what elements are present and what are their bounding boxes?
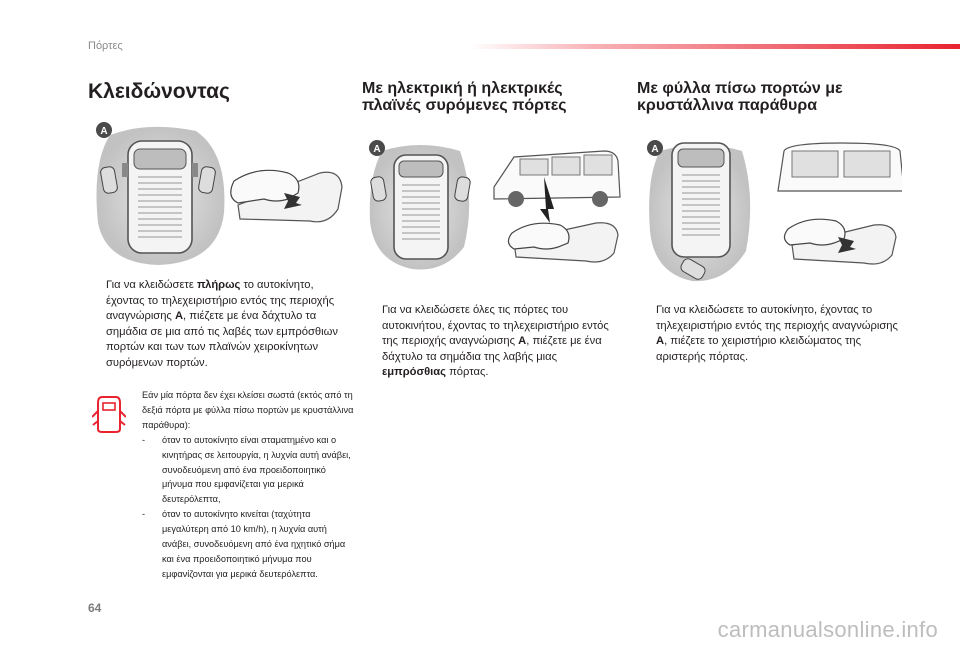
instruction-glazed-rear (638, 303, 898, 365)
dash: - (142, 509, 146, 520)
text-part: Για να κλειδώσετε το αυτοκίνητο, έχοντας το τηλεχειριστήριο εντός της περιοχής αναγνώρισης (656, 304, 898, 332)
text-part: , πιέζετε το χειριστήριο κλειδώματος της αριστερής πόρτας. (656, 335, 861, 363)
warning-item-text: όταν το αυτοκίνητο κινείται (ταχύτητα μεγαλύτερη από 10 km/h), η λυχνία αυτή ανάβει, συνοδευόμενη από ένα ηχητικό σήμα και ένα προειδοποιητικό μήνυμα που εμφανίζονται για μερικά δευτερόλεπτα. (162, 509, 346, 579)
callout-a: A (651, 144, 659, 155)
warning-note (142, 388, 354, 582)
callout-a: A (100, 126, 108, 137)
instruction-locking (88, 278, 353, 372)
text-emphasis: εμπρόσθιας (382, 366, 446, 379)
hand (508, 223, 569, 249)
text-part: το αυτοκίνητο, έχοντας το τηλεχειριστήριο εντός της περιοχής αναγνώρισης (106, 279, 335, 323)
instruction-text (656, 303, 898, 365)
warning-item (142, 433, 354, 508)
header-accent-bar (470, 44, 960, 49)
callout-a: A (373, 144, 381, 155)
illustration-glazed-rear (642, 137, 902, 287)
instruction-text (106, 278, 353, 372)
watermark: carmanualsonline.info (717, 617, 938, 642)
warning-intro: Εάν μία πόρτα δεν έχει κλείσει σωστά (εκτός από τη δεξιά πόρτα με φύλλα πίσω πορτών με κρυστάλλινα παράθυρα): (142, 390, 354, 430)
page-number: 64 (88, 601, 102, 615)
section-label: Πόρτες (88, 40, 123, 52)
text-part: , πιέζετε με ένα δάχτυλο τα σημάδια σε μια από τις λαβές των εμπρόσθιων πορτών και των των πλαϊνών χειροκίνητων συρόμενων πορτών. (106, 310, 338, 369)
text-part: Για να κλειδώσετε όλες τις πόρτες του αυτοκινήτου, έχοντας το τηλεχειριστήριο εντός της περιοχής αναγνώρισης (382, 304, 609, 348)
zone-ref: A (656, 335, 665, 348)
instruction-electric-sliding (364, 303, 619, 381)
hand (784, 219, 845, 245)
instruction-text (382, 303, 619, 381)
warning-item-text: όταν το αυτοκίνητο είναι σταματημένο και ο κινητήρας σε λειτουργία, η λυχνία αυτή ανάβει, συνοδευόμενη από ένα προειδοποιητικό μήνυμα που εμφανίζεται για μερικά δευτερόλεπτα, (162, 434, 351, 505)
warning-item (142, 507, 354, 582)
dash: - (142, 434, 146, 445)
text-part: πόρτας. (445, 366, 489, 379)
text-part: , πιέζετε με ένα δάχτυλο τα σημάδια της λαβής μιας (382, 335, 602, 363)
illustration-locking (88, 113, 348, 268)
zone-ref: A (174, 310, 184, 323)
heading-electric-sliding-doors: Με ηλεκτρική ή ηλεκτρικές πλαϊνές συρόμενες πόρτες (362, 80, 567, 114)
heading-glazed-rear-doors: Με φύλλα πίσω πορτών με κρυστάλλινα παράθυρα (637, 80, 843, 114)
heading-locking: Κλειδώνοντας (88, 80, 230, 103)
text-part: Για να κλειδώσετε (106, 279, 197, 291)
open-door-warning-icon (92, 395, 126, 433)
illustration-electric-sliding (364, 137, 624, 277)
zone-ref: A (518, 335, 527, 348)
text-emphasis: πλήρως (196, 279, 241, 291)
